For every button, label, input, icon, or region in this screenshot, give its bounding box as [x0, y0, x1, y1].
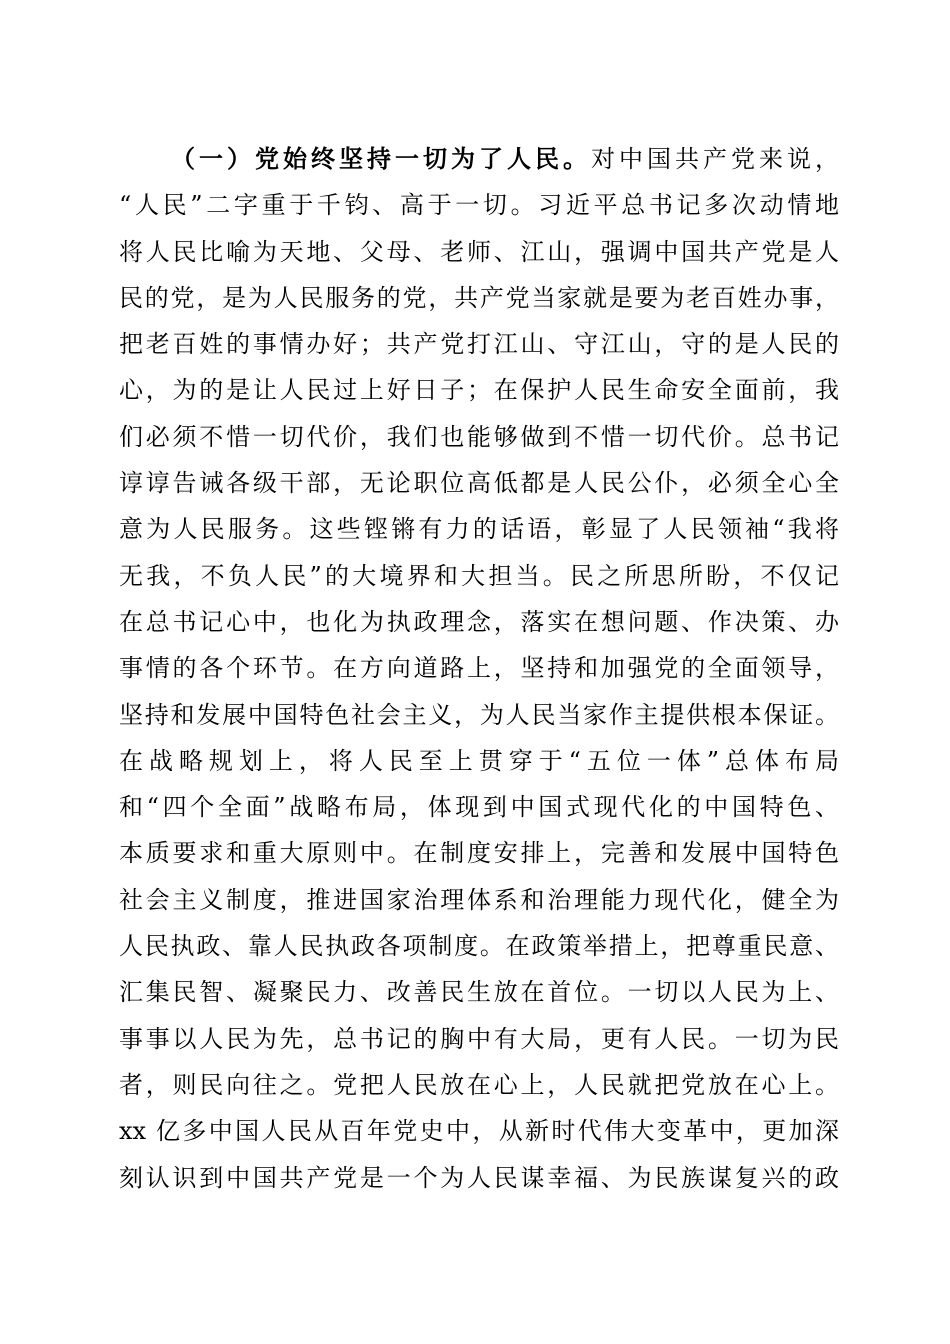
body-paragraph	[119, 136, 839, 1201]
text-line: 把老百姓的事情办好；共产党打江山、守江山，守的是人民的	[119, 330, 839, 359]
text-line: 汇集民智、凝聚民力、改善民生放在首位。一切以人民为上、	[119, 978, 839, 1007]
text-line: 事事以人民为先，总书记的胸中有大局，更有人民。一切为民	[119, 1024, 839, 1053]
text-line: 刻认识到中国共产党是一个为人民谋幸福、为民族谋复兴的政	[119, 1163, 839, 1192]
section-heading: （一）党始终坚持一切为了人民。	[171, 144, 591, 173]
text-line: 们必须不惜一切代价，我们也能够做到不惜一切代价。总书记	[119, 422, 839, 451]
text-line: 在战略规划上，将人民至上贯穿于“五位一体”总体布局	[119, 746, 839, 775]
text-line: 民的党，是为人民服务的党，共产党当家就是要为老百姓办事，	[119, 283, 839, 312]
text-line: 谆谆告诫各级干部，无论职位高低都是人民公仆，必须全心全	[119, 469, 839, 498]
text-line: 将人民比喻为天地、父母、老师、江山，强调中国共产党是人	[119, 237, 839, 266]
paragraph-first-line	[119, 136, 839, 182]
first-line-text: 对中国共产党来说，	[591, 145, 839, 173]
text-line: 意为人民服务。这些铿锵有力的话语，彰显了人民领袖“我将	[119, 515, 839, 544]
text-line: 坚持和发展中国特色社会主义，为人民当家作主提供根本保证。	[119, 700, 839, 729]
text-line: 者，则民向往之。党把人民放在心上，人民就把党放在心上。	[119, 1070, 839, 1099]
text-line: “人民”二字重于千钧、高于一切。习近平总书记多次动情地	[119, 191, 839, 220]
text-line: 和“四个全面”战略布局，体现到中国式现代化的中国特色、	[119, 793, 839, 822]
text-line: 本质要求和重大原则中。在制度安排上，完善和发展中国特色	[119, 839, 839, 868]
text-line: 在总书记心中，也化为执政理念，落实在想问题、作决策、办	[119, 607, 839, 636]
text-line: 心，为的是让人民过上好日子；在保护人民生命安全面前，我	[119, 376, 839, 405]
text-line: 事情的各个环节。在方向道路上，坚持和加强党的全面领导，	[119, 654, 839, 683]
text-line: 无我，不负人民”的大境界和大担当。民之所思所盼，不仅记	[119, 561, 839, 590]
text-line: 人民执政、靠人民执政各项制度。在政策举措上，把尊重民意、	[119, 932, 839, 961]
text-line: 社会主义制度，推进国家治理体系和治理能力现代化，健全为	[119, 885, 839, 914]
text-line: xx 亿多中国人民从百年党史中，从新时代伟大变革中，更加深	[119, 1117, 839, 1146]
